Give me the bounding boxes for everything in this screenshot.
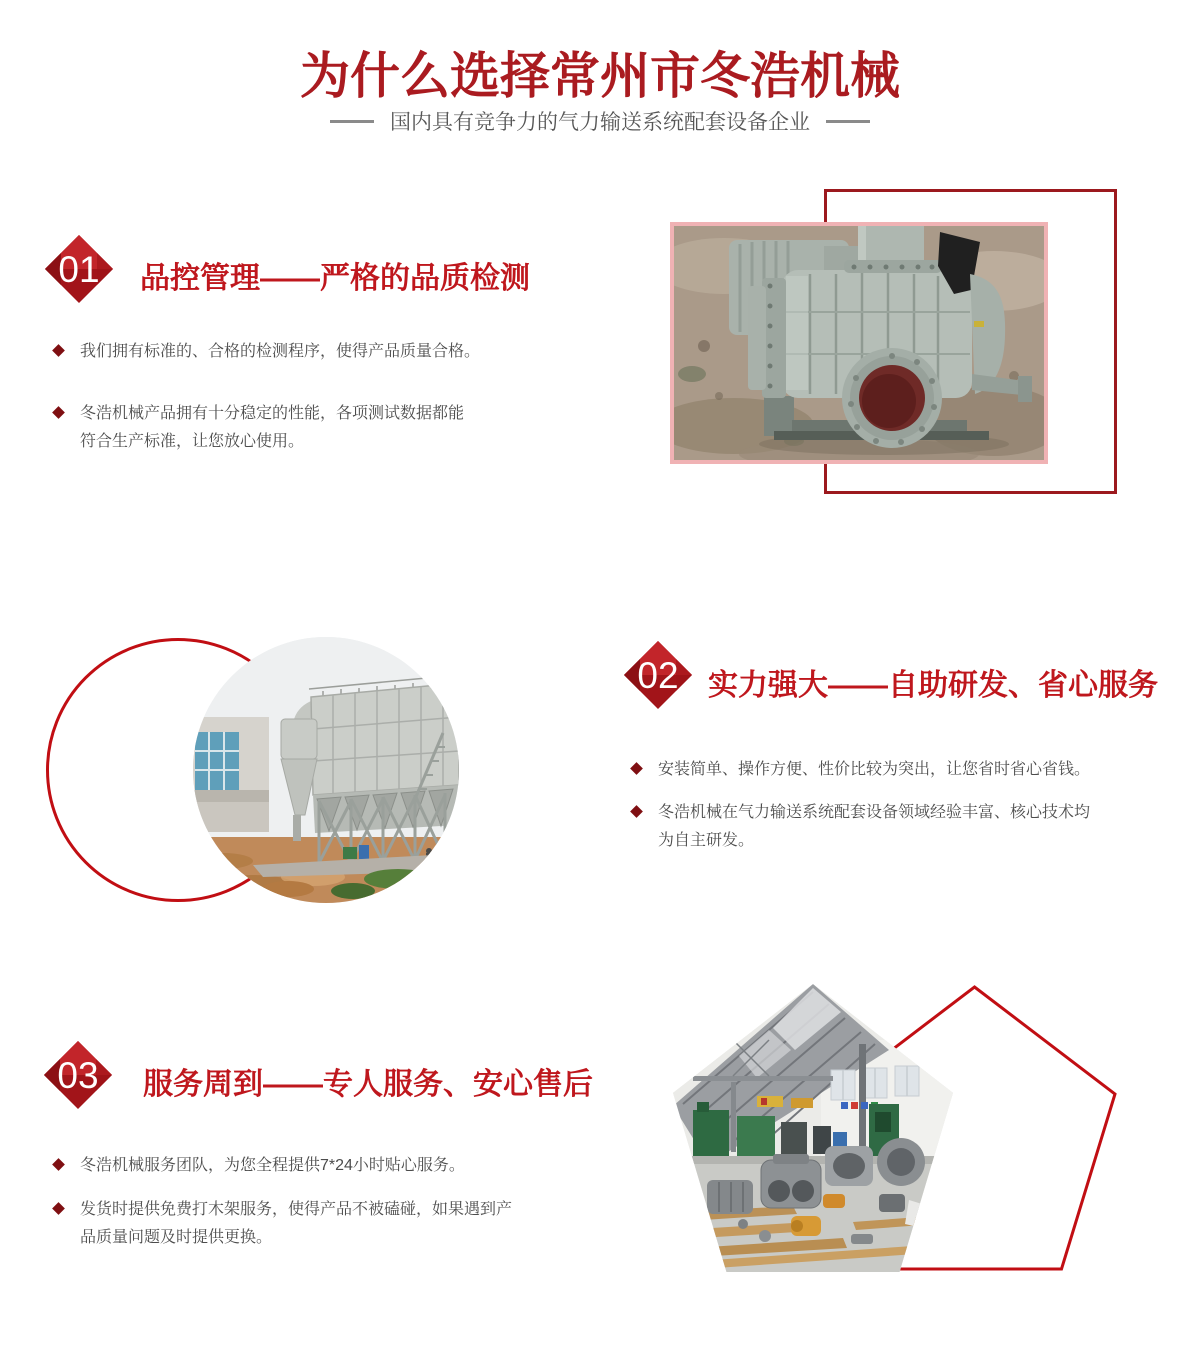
section-03-number-badge: [44, 1041, 112, 1109]
dust-collector-illustration: [193, 637, 459, 903]
section-03-heading: 服务周到——专人服务、安心售后: [143, 1068, 593, 1101]
list-item: [632, 756, 1102, 784]
diamond-bullet-icon: [52, 406, 65, 419]
subtitle-dash-right-icon: [826, 120, 870, 123]
page-subtitle: [0, 106, 1200, 136]
section-02-number-badge: [624, 641, 692, 709]
list-item: [632, 799, 1098, 855]
list-item: [54, 1152, 524, 1180]
list-item: [54, 338, 494, 366]
section-02-heading: 实力强大——自助研发、省心服务: [708, 669, 1158, 702]
list-item: [54, 1196, 520, 1252]
bullet-text: 冬浩机械在气力输送系统配套设备领域经验丰富、核心技术均为自主研发。: [658, 804, 1091, 849]
diamond-bullet-icon: [52, 344, 65, 357]
dust-collector-site-photo: [193, 637, 459, 903]
diamond-bullet-icon: [52, 1202, 65, 1215]
section-02-number: 02: [637, 655, 679, 696]
list-item: [54, 400, 474, 456]
diamond-bullet-icon: [630, 805, 643, 818]
diamond-bullet-icon: [630, 762, 643, 775]
subtitle-dash-left-icon: [330, 120, 374, 123]
bullet-text: 安装简单、操作方便、性价比较为突出，让您省时省心省钱。: [658, 761, 1091, 778]
bullet-text: 发货时提供免费打木架服务，使得产品不被磕碰，如果遇到产品质量问题及时提供更换。: [80, 1201, 513, 1246]
section-01-number-badge: [45, 235, 113, 303]
section-01-heading: 品控管理——严格的品质检测: [140, 262, 530, 295]
roots-blower-illustration: [674, 226, 1044, 460]
section-03-number: 03: [57, 1055, 99, 1096]
page-title: 为什么选择常州市冬浩机械: [300, 48, 900, 104]
bullet-text: 冬浩机械产品拥有十分稳定的性能，各项测试数据都能符合生产标准，让您放心使用。: [80, 405, 465, 450]
bullet-text: 冬浩机械服务团队，为您全程提供7*24小时贴心服务。: [80, 1157, 465, 1174]
diamond-bullet-icon: [52, 1158, 65, 1171]
page-subtitle-text: 国内具有竞争力的气力输送系统配套设备企业: [390, 111, 810, 134]
roots-blower-machine-photo: [670, 222, 1048, 464]
section-01-number: 01: [58, 249, 100, 290]
bullet-text: 我们拥有标准的、合格的检测程序，使得产品质量合格。: [80, 343, 481, 360]
